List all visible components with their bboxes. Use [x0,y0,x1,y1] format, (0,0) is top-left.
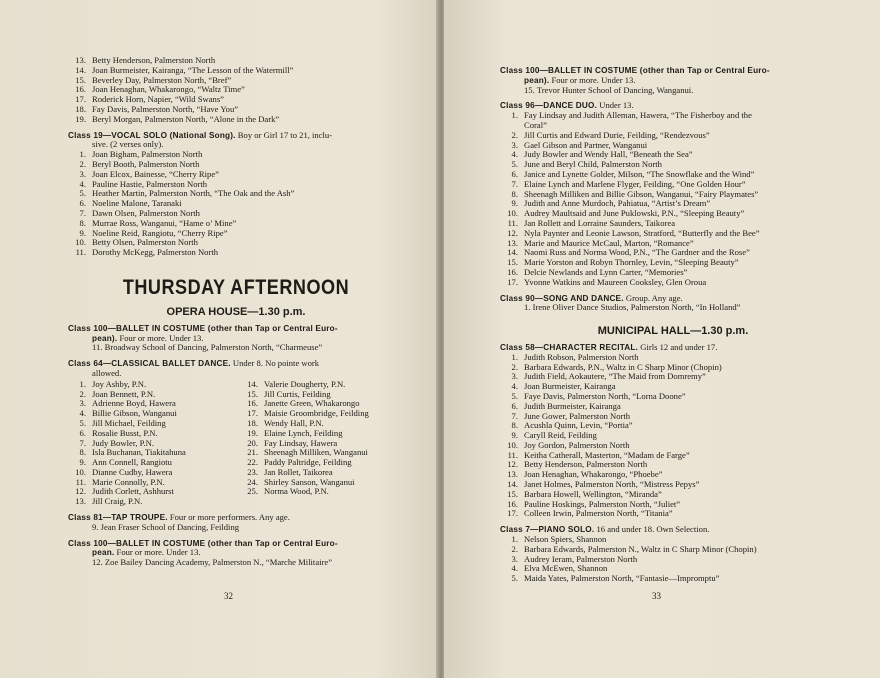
entry-text: Jill Michael, Feilding [92,417,166,428]
entry-number: 12. [507,227,518,238]
list-item [500,278,846,288]
entry-text: Ann Connell, Rangiotu [92,457,172,468]
entry-number: 13. [75,496,86,507]
entry-text: Isla Buchanan, Tiakitahuna [92,447,186,458]
entry-number: 7. [511,178,518,189]
entry-text: Rosalie Busst, P.N. [92,427,158,438]
entry-text: Betty Henderson, Palmerston North [524,459,648,470]
entry-number: 15. [507,257,518,268]
entry-text: Irene Oliver Dance Studios, Palmerston North, “In Holland” [532,302,741,313]
entry-text: Jill Craig, P.N. [92,496,143,507]
list-item [500,111,846,121]
entry-text: Judith Burmeister, Kairanga [524,400,621,411]
entry-number: 3. [511,553,518,564]
entry-text: Marie Yorston and Robyn Thornley, Levin, “Sleeping Beauty” [524,257,739,268]
entry [500,86,846,96]
entry-text: Joan Bigham, Palmerston North [92,149,203,160]
entry-number: 14. [507,479,518,490]
entry-text: Broadway School of Dancing, Palmerston North, “Charmeuse” [104,342,323,353]
entry-text: Audrey Ieram, Palmerston North [524,553,638,564]
class-64-col-2 [240,380,404,507]
entry-number: 15. [524,84,535,95]
left-page [0,0,438,678]
class-desc: Under 8. No pointe work [232,358,320,369]
entry-text: Wendy Hall, P.N. [264,417,324,428]
class-desc: Under 13. [599,100,634,111]
entry-text: Joan Bennett, P.N. [92,388,156,399]
class-label-cont: pean. [92,548,115,558]
entry-text: Jill Curtis, Feilding [264,388,331,399]
class-96-list [500,111,846,287]
entry-text: Nyla Paynter and Leonie Lawson, Stratford, “Butterfly and the Bee” [524,227,760,238]
class-label: Class 100—BALLET IN COSTUME (other than Tap or Central Euro- [68,323,338,333]
entry-text: Naomi Russ and Norma Wood, P.N., “The Gardner and the Rose” [524,247,750,258]
entry-number: 1. [79,149,86,160]
class-100-heading-2 [68,539,404,559]
class-label: Class 64—CLASSICAL BALLET DANCE. [68,359,231,369]
entry-text: Jan Rollet, Taikorea [264,466,333,477]
entry-text: Barbara Edwards, Palmerston N., Waltz in C Sharp Minor (Chopin) [524,543,757,554]
entry-text: Colleen Irwin, Palmerston North, “Titania” [524,508,673,519]
entry-text: Elaine Lynch and Marlene Flyger, Feilding, “One Golden Hour” [524,178,746,189]
class-label: Class 58—CHARACTER RECITAL. [500,342,639,352]
entry-text: Noeline Reid, Rangiotu, “Cherry Ripe” [92,227,228,238]
list-item [68,115,404,125]
entry-number: 11. [507,449,518,460]
class-desc: Four or more. Under 13. [117,332,204,343]
class-desc: Four or more. Under 13. [549,74,636,85]
page-title: THURSDAY AFTERNOON [122,275,350,299]
entry-text: Janet Holmes, Palmerston North, “Mistress Pepys” [524,479,700,490]
entry-number: 1. [511,110,518,121]
entry-text: Heather Martin, Palmerston North, “The Oak and the Ash” [92,188,295,199]
class-100-heading [500,66,846,86]
entry-number: 2. [511,543,518,554]
entry-number: 14. [75,64,86,75]
entry-number: 2. [79,388,86,399]
entry-number: 22. [247,457,258,468]
entry-text: Marie Connolly, P.N. [92,476,165,487]
entry-text: Faye Davis, Palmerston North, “Lorna Doone” [524,390,686,401]
entry-number: 17. [507,276,518,287]
entry-text: Yvonne Watkins and Maureen Cooksley, Glen Oroua [524,276,707,287]
list-item [68,497,232,507]
entry-text: Elaine Lynch, Feilding [264,427,343,438]
entry-text: Dianne Cudby, Hawera [92,466,173,477]
entry-text: Judy Bowler, P.N. [92,437,154,448]
entry-number: 17. [75,94,86,105]
class-label-cont: pean). [92,333,118,343]
entry-number: 4. [79,408,86,419]
entry-text: Fay Davis, Palmerston North, “Have You” [92,103,239,114]
entry-text: Keitha Catherall, Masterton, “Madam de Farge” [524,449,690,460]
entry-number: 5. [79,188,86,199]
entry-text: Barbara Edwards, P.N., Waltz in C Sharp Minor (Chopin) [524,361,722,372]
entry-number: 19. [247,427,258,438]
entry-text: Beryl Booth, Palmerston North [92,158,200,169]
entry-number: 10. [75,466,86,477]
entry-number: 18. [75,103,86,114]
class-label: Class 96—DANCE DUO. [500,101,598,111]
class-label: Class 7—PIANO SOLO. [500,525,595,535]
entry-text: Joan Burmeister, Kairanga, “The Lesson of the Watermill” [92,64,294,75]
entry-number: 10. [507,208,518,219]
entry-text: Joy Ashby, P.N. [92,378,147,389]
entry-text: Trevor Hunter School of Dancing, Wanganui. [536,84,694,95]
entry-number: 16. [507,266,518,277]
entry-number: 7. [511,410,518,421]
entry-text: Judith and Anne Murdoch, Pahiatua, “Artist’s Dream” [524,198,711,209]
entry-text: Delcie Newlands and Lynn Carter, “Memories” [524,266,688,277]
entry-text: Maisie Groombridge, Feilding [264,408,369,419]
entry-number: 11. [75,247,86,258]
entry-number: 7. [79,437,86,448]
class-label: Class 100—BALLET IN COSTUME (other than Tap or Central Euro- [68,538,338,548]
entry-number: 12. [92,557,103,568]
entry-text: Zoe Bailey Dancing Academy, Palmerston N., “Marche Militaire” [104,557,333,568]
entry [68,343,404,353]
entry-number: 14. [507,247,518,258]
entry-text: Fay Lindsay and Judith Alleman, Hawera, “The Fisherboy and the [524,110,752,121]
entry-text: Joan Elcox, Bainesse, “Cherry Ripe” [92,168,219,179]
entry-number: 4. [511,149,518,160]
entry-number: 5. [511,573,518,584]
right-page [444,0,880,678]
class-19-heading [68,131,404,151]
entry-text: Nelson Spiers, Shannon [524,534,607,545]
entry-number: 17. [507,508,518,519]
entry-number: 18. [247,417,258,428]
entry-text: Gael Gibson and Partner, Wanganui [524,139,648,150]
entry-text: Beryl Morgan, Palmerston North, “Alone in the Dark” [92,113,280,124]
entry-number: 9. [79,227,86,238]
entry-number: 17. [247,408,258,419]
entry-number: 1. [79,378,86,389]
entry-text: Audrey Maultsaid and June Puklowski, P.N., “Sleeping Beauty” [524,208,745,219]
entry-text: Adrienne Boyd, Hawera [92,398,176,409]
entry-number: 7. [79,207,86,218]
entry-text: Jan Rollett and Lorraine Saunders, Taikorea [524,217,676,228]
entry-number: 15. [75,74,86,85]
entry-text: Elva McEwen, Shannon [524,563,608,574]
entry-number: 24. [247,476,258,487]
entry-text: Paddy Paltridge, Feilding [264,457,352,468]
entry-text: Judy Bowler and Wendy Hall, “Beneath the Sea” [524,149,693,160]
entry-number: 25. [247,486,258,497]
page-number: 32 [224,591,233,602]
entry-text: Maida Yates, Palmerston North, “Fantasie—Impromptu” [524,573,720,584]
entry-text: Barbara Howell, Wellington, “Miranda” [524,488,662,499]
class-desc: Four or more performers. Any age. [169,512,290,523]
entry-number: 11. [507,217,518,228]
entry-number: 21. [247,447,258,458]
class-desc: Four or more. Under 13. [114,547,201,558]
entry-text: Joan Burmeister, Kairanga [524,381,616,392]
entry-number: 4. [511,563,518,574]
class-label: Class 90—SONG AND DANCE. [500,293,624,303]
entry [68,523,404,533]
entry-text: Judith Field, Aokautere, “The Maid from Domremy” [524,371,706,382]
entry-number: 5. [511,159,518,170]
entry-number: 11. [92,342,103,353]
entry-number: 9. [79,457,86,468]
entry-number: 2. [511,129,518,140]
class-58-list [500,353,846,520]
entry-text: Pauline Hoskings, Palmerston North, “Juliet” [524,498,681,509]
entry-number: 10. [75,237,86,248]
entry-text: Sheenagh Milliken, Wanganui [264,447,368,458]
entry-text: June Gower, Palmerston North [524,410,631,421]
entry-text: Roderick Horn, Napier, “Wild Swans” [92,94,224,105]
entry-text: Dawn Olsen, Palmerston North [92,207,200,218]
entry-text: Joan Henaghan, Whakarongo, “Phoebe” [524,469,663,480]
entry-number: 15. [247,388,258,399]
entry-text: Shirley Sanson, Wanganui [264,476,355,487]
list-item [240,487,404,497]
class-desc-cont: sive. (2 verses only). [92,139,164,150]
top-entry-list [68,56,404,125]
entry-text: Pauline Hastie, Palmerston North [92,178,208,189]
entry-number: 16. [247,398,258,409]
class-desc: Boy or Girl 17 to 21, inclu- [237,129,333,140]
class-desc: Girls 12 and under 17. [640,341,718,352]
entry-text: Judith Robson, Palmerston North [524,351,639,362]
entry-number: 23. [247,466,258,477]
entry-number: 12. [75,486,86,497]
entry-text: Noeline Malone, Taranaki [92,198,182,209]
class-7-list [500,535,846,584]
entry-number: 4. [79,178,86,189]
entry-number: 15. [507,488,518,499]
entry-number: 5. [79,417,86,428]
entry-number: 20. [247,437,258,448]
class-19-list [68,150,404,258]
entry-text: Dorothy McKegg, Palmerston North [92,247,219,258]
entry-number: 13. [75,55,86,65]
entry-number: 2. [79,158,86,169]
entry-text: Judith Corlett, Ashhurst [92,486,174,497]
entry-number: 9. [511,198,518,209]
entry-number: 9. [92,521,99,532]
entry-number: 10. [507,439,518,450]
entry-text: Jill Curtis and Edward Durie, Feilding, “Rendezvous” [524,129,710,140]
entry-number: 3. [511,139,518,150]
entry-number: 4. [511,381,518,392]
entry-text: Janice and Lynette Golder, Milson, “The Snowflake and the Wind” [524,168,755,179]
entry-text: Beverley Day, Palmerston North, “Bref” [92,74,232,85]
entry-number: 8. [511,188,518,199]
class-desc-cont: allowed. [92,367,122,378]
venue-heading: MUNICIPAL HALL—1.30 p.m. [597,325,749,338]
class-desc: Group. Any age. [625,292,683,303]
entry-number: 19. [75,113,86,124]
class-64-heading [68,359,404,379]
entry-number: 16. [75,84,86,95]
entry-text: Joan Henaghan, Whakarongo, “Waltz Time” [92,84,245,95]
entry-number: 6. [79,198,86,209]
entry-number: 8. [79,447,86,458]
entry-text: Murrae Ross, Wanganui, “Hame o’ Mine” [92,217,237,228]
list-item [68,248,404,258]
venue-heading: OPERA HOUSE—1.30 p.m. [166,305,306,318]
entry-number: 6. [511,400,518,411]
entry-number: 16. [507,498,518,509]
entry-text: Fay Lindsay, Hawera [264,437,338,448]
list-item [500,509,846,519]
class-label: Class 100—BALLET IN COSTUME (other than Tap or Central Euro- [500,66,770,75]
class-64-columns [68,380,404,507]
page-number: 33 [652,591,661,602]
entry-text: Marie and Maurice McCaul, Marton, “Romance” [524,237,694,248]
list-item [500,574,846,584]
entry-number: 1. [511,351,518,362]
class-desc: 16 and under 18. Own Selection. [596,524,710,535]
entry-text: June and Beryl Child, Palmerston North [524,159,662,170]
entry-text: Caryll Reid, Feilding [524,430,597,441]
entry [68,558,404,568]
entry-text: Norma Wood, P.N. [264,486,329,497]
entry-text: Coral” [524,119,547,130]
entry-number: 9. [511,430,518,441]
entry-number: 3. [511,371,518,382]
entry-text: Janette Green, Whakarongo [264,398,360,409]
entry-text: Valerie Dougherty, P.N. [264,378,346,389]
class-label-cont: pean). [524,75,550,85]
entry-number: 5. [511,390,518,401]
entry-text: Sheenagh Milliken and Billie Gibson, Wanganui, “Fairy Playmates” [524,188,759,199]
entry-number: 14. [247,378,258,389]
entry-number: 13. [507,469,518,480]
entry-number: 12. [507,459,518,470]
entry-number: 3. [79,168,86,179]
class-64-col-1 [68,380,232,507]
entry-number: 6. [79,427,86,438]
entry-number: 8. [511,420,518,431]
entry-number: 1. [511,534,518,545]
entry-number: 11. [75,476,86,487]
entry [500,303,846,313]
entry-text: Joy Gordon, Palmerston North [524,439,630,450]
class-label: Class 81—TAP TROUPE. [68,513,168,523]
entry-number: 6. [511,168,518,179]
entry-text: Billie Gibson, Wanganui [92,408,177,419]
entry-number: 1. [524,302,531,313]
class-label: Class 19—VOCAL SOLO (National Song). [68,130,236,140]
entry-text: Betty Henderson, Palmerston North [92,55,216,65]
class-100-heading [68,324,404,344]
entry-number: 2. [511,361,518,372]
entry-number: 13. [507,237,518,248]
entry-number: 8. [79,217,86,228]
entry-text: Jean Fraser School of Dancing, Feilding [100,521,240,532]
entry-text: Betty Olsen, Palmerston North [92,237,198,248]
entry-number: 3. [79,398,86,409]
entry-text: Acushla Quinn, Levin, “Portia” [524,420,633,431]
